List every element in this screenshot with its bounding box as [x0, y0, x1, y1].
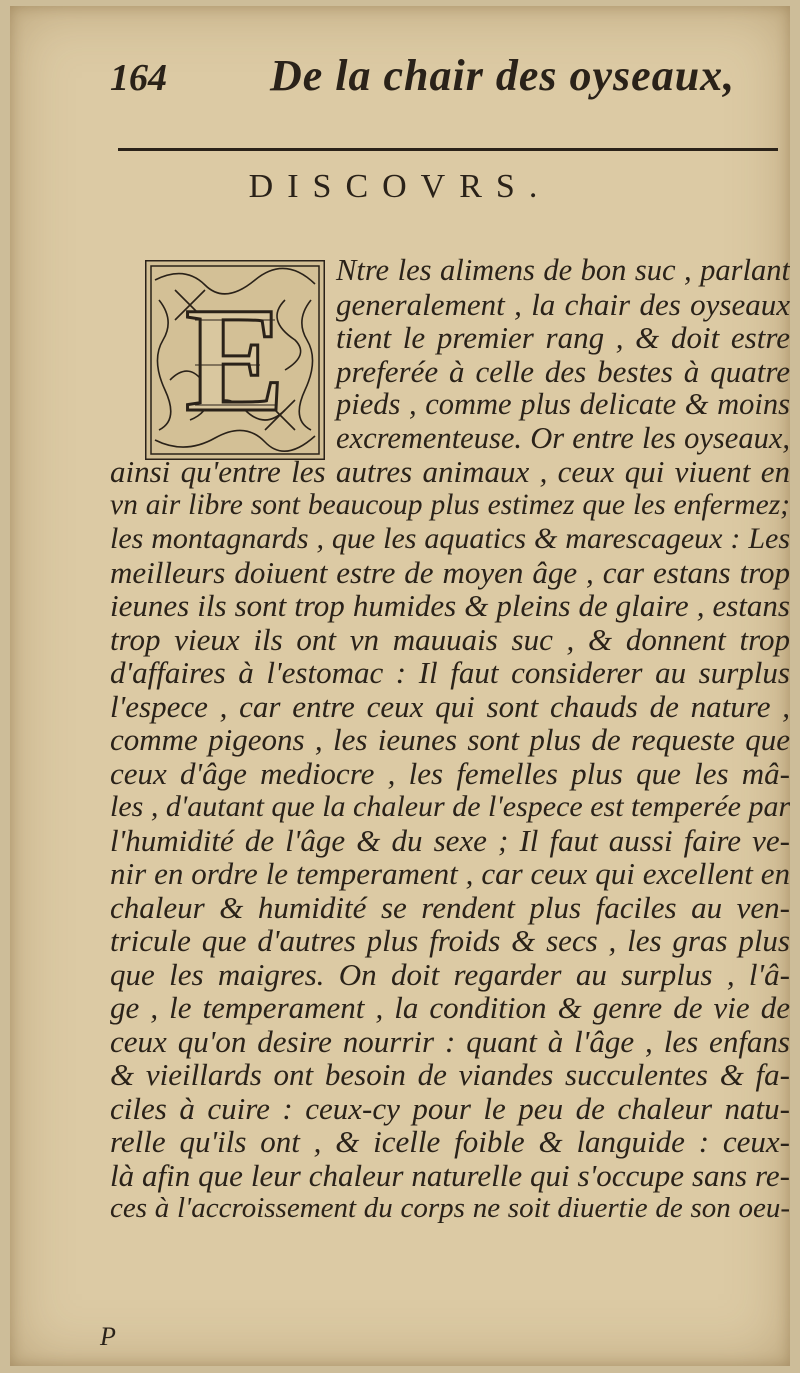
- text-line: ces à l'accroissement du corps ne soit diuertie de son oeu-: [110, 1192, 790, 1224]
- text-line: là afin que leur chaleur naturelle qui s'occupe sans re-: [110, 1157, 790, 1193]
- page-header: [110, 50, 780, 110]
- signature-mark: P: [100, 1322, 116, 1351]
- text-line: que les maigres. On doit regarder au surplus , l'â-: [110, 956, 790, 992]
- text-line: vn air libre sont beaucoup plus estimez que les enfermez;: [110, 488, 790, 521]
- text-line: comme pigeons , les ieunes sont plus de requeste que: [110, 722, 790, 757]
- text-line: les montagnards , que les aquatics & marescageux : Les: [110, 522, 790, 555]
- text-line: l'humidité de l'âge & du sexe ; Il faut aussi faire ve-: [110, 822, 790, 858]
- page-number: 164: [110, 57, 167, 99]
- text-line: ciles à cuire : ceux-cy pour le peu de chaleur natu-: [110, 1090, 790, 1126]
- text-line: ceux qu'on desire nourrir : quant à l'âge , les enfans: [110, 1023, 790, 1059]
- body-text: [110, 254, 790, 1226]
- text-line: trop vieux ils ont vn mauuais suc , & donnent trop: [110, 621, 790, 657]
- dropcap-letter: E: [184, 277, 286, 443]
- text-line: excrementeuse. Or entre les oyseaux,: [336, 420, 790, 455]
- text-line: meilleurs doiuent estre de moyen âge , car estans trop: [110, 554, 790, 590]
- text-line: ge , le temperament , la condition & genre de vie de: [110, 990, 790, 1025]
- text-line: preferée à celle des bestes à quatre: [336, 353, 790, 389]
- text-line: tient le premier rang , & doit estre: [336, 320, 790, 355]
- text-line: chaleur & humidité se rendent plus faciles au ven-: [110, 889, 790, 925]
- book-page: [10, 6, 790, 1366]
- text-line: pieds , comme plus delicate & moins: [336, 387, 790, 421]
- text-line: ieunes ils sont trop humides & pleins de glaire , estans: [110, 588, 790, 623]
- text-line: tricule que d'autres plus froids & secs , les gras plus: [110, 923, 790, 958]
- text-line: les , d'autant que la chaleur de l'espece est temperée par: [110, 790, 790, 823]
- running-title: De la chair des oyseaux,: [270, 51, 736, 100]
- text-line: d'affaires à l'estomac : Il faut considerer au surplus: [110, 655, 790, 690]
- text-line: l'espece , car entre ceux qui sont chauds de nature ,: [110, 688, 790, 724]
- text-line: ceux d'âge mediocre , les femelles plus que les mâ-: [110, 755, 790, 791]
- text-line: generalement , la chair des oyseaux: [336, 286, 790, 322]
- text-line: Ntre les alimens de bon suc , parlant: [336, 253, 790, 287]
- text-line: ainsi qu'entre les autres animaux , ceux qui viuent en: [110, 454, 790, 489]
- text-line: & vieillards ont besoin de viandes succulentes & fa-: [110, 1057, 790, 1092]
- text-line: nir en ordre le temperament , car ceux qui excellent en: [110, 856, 790, 891]
- section-title: DISCOVRS.: [248, 168, 552, 205]
- text-line: relle qu'ils ont , & icelle foible & languide : ceux-: [110, 1124, 790, 1159]
- header-rule: [118, 148, 778, 151]
